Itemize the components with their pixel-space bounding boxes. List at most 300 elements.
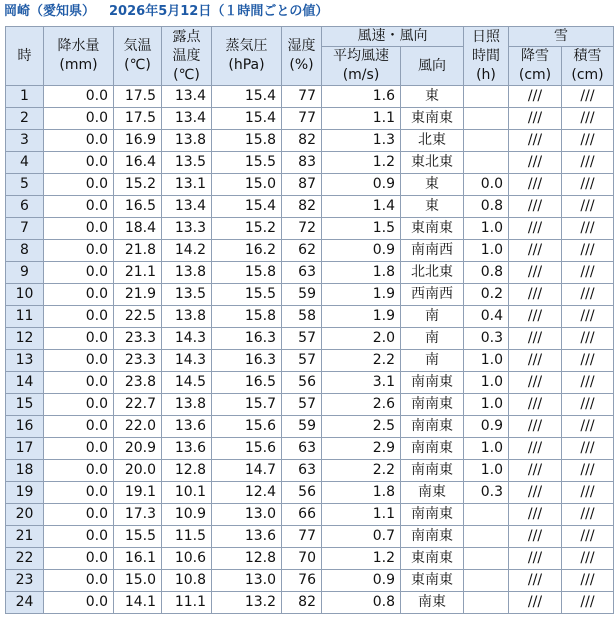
vapor-cell: 15.8 [212, 306, 282, 328]
precip-cell: 0.0 [44, 130, 114, 152]
temp-cell: 20.0 [114, 460, 162, 482]
temp-cell: 15.0 [114, 570, 162, 592]
humidity-cell: 76 [282, 570, 322, 592]
temp-cell: 17.5 [114, 108, 162, 130]
vapor-cell: 15.8 [212, 130, 282, 152]
wind-speed-cell: 0.8 [322, 592, 401, 614]
snowfall-cell: /// [509, 174, 562, 196]
dewpoint-cell: 10.9 [162, 504, 212, 526]
precip-cell: 0.0 [44, 416, 114, 438]
humidity-cell: 66 [282, 504, 322, 526]
location-name: 岡崎（愛知県） [4, 4, 96, 19]
hour-cell: 1 [6, 86, 44, 108]
precip-cell: 0.0 [44, 482, 114, 504]
vapor-cell: 15.5 [212, 152, 282, 174]
snow-depth-cell: /// [562, 86, 614, 108]
snowfall-cell: /// [509, 328, 562, 350]
precip-cell: 0.0 [44, 328, 114, 350]
snow-depth-cell: /// [562, 482, 614, 504]
temp-cell: 19.1 [114, 482, 162, 504]
snowfall-cell: /// [509, 592, 562, 614]
page-title [0, 0, 615, 24]
col-header-wind-direction: 風向 [401, 47, 464, 86]
wind-direction-cell: 南南西 [401, 240, 464, 262]
table-row [6, 548, 614, 570]
dewpoint-cell: 13.4 [162, 108, 212, 130]
precip-cell: 0.0 [44, 350, 114, 372]
header-line: 蒸気圧 [225, 38, 268, 54]
wind-direction-cell: 北東 [401, 130, 464, 152]
hour-cell: 6 [6, 196, 44, 218]
sunshine-cell [464, 86, 509, 108]
table-row [6, 416, 614, 438]
sunshine-cell: 1.0 [464, 218, 509, 240]
snow-depth-cell: /// [562, 372, 614, 394]
vapor-cell: 15.7 [212, 394, 282, 416]
wind-speed-cell: 2.2 [322, 350, 401, 372]
hour-cell: 19 [6, 482, 44, 504]
wind-direction-cell: 東 [401, 196, 464, 218]
dewpoint-cell: 11.1 [162, 592, 212, 614]
hour-cell: 16 [6, 416, 44, 438]
humidity-cell: 59 [282, 284, 322, 306]
table-row [6, 130, 614, 152]
snow-depth-cell: /// [562, 284, 614, 306]
dewpoint-cell: 14.3 [162, 350, 212, 372]
wind-direction-cell: 東南東 [401, 108, 464, 130]
dewpoint-cell: 13.8 [162, 394, 212, 416]
humidity-cell: 70 [282, 548, 322, 570]
wind-speed-cell: 0.9 [322, 174, 401, 196]
hour-cell: 10 [6, 284, 44, 306]
dewpoint-cell: 10.1 [162, 482, 212, 504]
wind-direction-cell: 南 [401, 306, 464, 328]
col-header-precip [44, 27, 114, 86]
humidity-cell: 58 [282, 306, 322, 328]
dewpoint-cell: 10.8 [162, 570, 212, 592]
humidity-cell: 77 [282, 108, 322, 130]
vapor-cell: 13.2 [212, 592, 282, 614]
snow-depth-cell: /// [562, 218, 614, 240]
hour-cell: 11 [6, 306, 44, 328]
table-row [6, 174, 614, 196]
hour-cell: 13 [6, 350, 44, 372]
table-row [6, 86, 614, 108]
vapor-cell: 15.4 [212, 108, 282, 130]
vapor-cell: 15.2 [212, 218, 282, 240]
date-caption: 2026年5月12日（１時間ごとの値） [109, 4, 329, 19]
table-row [6, 482, 614, 504]
wind-direction-cell: 東南東 [401, 570, 464, 592]
vapor-cell: 16.2 [212, 240, 282, 262]
wind-direction-cell: 南南東 [401, 416, 464, 438]
header-line: (m/s) [342, 67, 380, 83]
header-line: (%) [289, 57, 314, 73]
snowfall-cell: /// [509, 526, 562, 548]
hour-cell: 3 [6, 130, 44, 152]
wind-direction-cell: 西南西 [401, 284, 464, 306]
wind-direction-cell: 南南東 [401, 504, 464, 526]
hour-cell: 15 [6, 394, 44, 416]
precip-cell: 0.0 [44, 460, 114, 482]
temp-cell: 21.1 [114, 262, 162, 284]
temp-cell: 14.1 [114, 592, 162, 614]
col-header-dewpoint [162, 27, 212, 86]
humidity-cell: 87 [282, 174, 322, 196]
table-row [6, 526, 614, 548]
snowfall-cell: /// [509, 482, 562, 504]
wind-speed-cell: 0.9 [322, 240, 401, 262]
temp-cell: 15.5 [114, 526, 162, 548]
table-row [6, 152, 614, 174]
precip-cell: 0.0 [44, 240, 114, 262]
precip-cell: 0.0 [44, 438, 114, 460]
sunshine-cell: 0.0 [464, 174, 509, 196]
wind-direction-cell: 東北東 [401, 152, 464, 174]
col-header-snow-group: 雪 [509, 27, 614, 47]
snow-depth-cell: /// [562, 350, 614, 372]
header-line: 平均風速 [333, 48, 389, 64]
header-line: (℃) [124, 57, 151, 73]
humidity-cell: 63 [282, 438, 322, 460]
snowfall-cell: /// [509, 438, 562, 460]
temp-cell: 20.9 [114, 438, 162, 460]
wind-speed-cell: 1.1 [322, 504, 401, 526]
vapor-cell: 12.4 [212, 482, 282, 504]
snowfall-cell: /// [509, 284, 562, 306]
snowfall-cell: /// [509, 548, 562, 570]
col-header-wind-group: 風速・風向 [322, 27, 464, 47]
snow-depth-cell: /// [562, 394, 614, 416]
dewpoint-cell: 11.5 [162, 526, 212, 548]
temp-cell: 15.2 [114, 174, 162, 196]
temp-cell: 23.3 [114, 350, 162, 372]
precip-cell: 0.0 [44, 152, 114, 174]
temp-cell: 16.5 [114, 196, 162, 218]
precip-cell: 0.0 [44, 284, 114, 306]
hour-cell: 23 [6, 570, 44, 592]
precip-cell: 0.0 [44, 174, 114, 196]
header-row-1 [6, 27, 614, 47]
table-row [6, 240, 614, 262]
snowfall-cell: /// [509, 240, 562, 262]
vapor-cell: 14.7 [212, 460, 282, 482]
wind-direction-cell: 東 [401, 86, 464, 108]
table-row [6, 284, 614, 306]
snowfall-cell: /// [509, 350, 562, 372]
dewpoint-cell: 13.4 [162, 196, 212, 218]
hour-cell: 7 [6, 218, 44, 240]
header-line: (h) [476, 66, 496, 83]
snowfall-cell: /// [509, 262, 562, 284]
snow-depth-cell: /// [562, 570, 614, 592]
hour-cell: 14 [6, 372, 44, 394]
sunshine-cell: 1.0 [464, 460, 509, 482]
snow-depth-cell: /// [562, 262, 614, 284]
dewpoint-cell: 13.5 [162, 152, 212, 174]
temp-cell: 21.9 [114, 284, 162, 306]
vapor-cell: 16.3 [212, 328, 282, 350]
snow-depth-cell: /// [562, 438, 614, 460]
table-row [6, 218, 614, 240]
wind-speed-cell: 1.5 [322, 218, 401, 240]
precip-cell: 0.0 [44, 306, 114, 328]
snow-depth-cell: /// [562, 152, 614, 174]
wind-direction-cell: 南南東 [401, 394, 464, 416]
dewpoint-cell: 14.2 [162, 240, 212, 262]
table-row [6, 570, 614, 592]
snowfall-cell: /// [509, 306, 562, 328]
humidity-cell: 63 [282, 460, 322, 482]
sunshine-cell: 0.9 [464, 416, 509, 438]
temp-cell: 16.9 [114, 130, 162, 152]
temp-cell: 22.5 [114, 306, 162, 328]
wind-speed-cell: 3.1 [322, 372, 401, 394]
wind-speed-cell: 1.9 [322, 306, 401, 328]
snowfall-cell: /// [509, 416, 562, 438]
table-row [6, 460, 614, 482]
table-body [6, 86, 614, 614]
hour-cell: 12 [6, 328, 44, 350]
sunshine-cell: 0.2 [464, 284, 509, 306]
snow-depth-cell: /// [562, 548, 614, 570]
precip-cell: 0.0 [44, 218, 114, 240]
table-row [6, 394, 614, 416]
header-line: (℃) [173, 66, 200, 83]
temp-cell: 23.3 [114, 328, 162, 350]
hour-cell: 8 [6, 240, 44, 262]
dewpoint-cell: 14.5 [162, 372, 212, 394]
dewpoint-cell: 13.1 [162, 174, 212, 196]
wind-speed-cell: 1.8 [322, 482, 401, 504]
col-header-sunshine [464, 27, 509, 86]
table-row [6, 350, 614, 372]
snowfall-cell: /// [509, 394, 562, 416]
hour-cell: 22 [6, 548, 44, 570]
dewpoint-cell: 13.3 [162, 218, 212, 240]
temp-cell: 17.5 [114, 86, 162, 108]
col-header-snowfall [509, 47, 562, 86]
precip-cell: 0.0 [44, 504, 114, 526]
wind-speed-cell: 1.9 [322, 284, 401, 306]
humidity-cell: 82 [282, 592, 322, 614]
precip-cell: 0.0 [44, 372, 114, 394]
table-row [6, 438, 614, 460]
snow-depth-cell: /// [562, 306, 614, 328]
vapor-cell: 12.8 [212, 548, 282, 570]
snowfall-cell: /// [509, 218, 562, 240]
vapor-cell: 13.0 [212, 504, 282, 526]
wind-direction-cell: 東南東 [401, 218, 464, 240]
dewpoint-cell: 13.8 [162, 306, 212, 328]
snow-depth-cell: /// [562, 328, 614, 350]
sunshine-cell: 1.0 [464, 350, 509, 372]
header-line: 露点 [172, 28, 201, 45]
snowfall-cell: /// [509, 196, 562, 218]
sunshine-cell [464, 504, 509, 526]
humidity-cell: 56 [282, 482, 322, 504]
temp-cell: 16.1 [114, 548, 162, 570]
wind-speed-cell: 1.2 [322, 152, 401, 174]
dewpoint-cell: 12.8 [162, 460, 212, 482]
hourly-weather-table [5, 26, 614, 614]
hour-cell: 21 [6, 526, 44, 548]
sunshine-cell [464, 570, 509, 592]
sunshine-cell: 0.8 [464, 196, 509, 218]
col-header-temp [114, 27, 162, 86]
vapor-cell: 15.4 [212, 86, 282, 108]
wind-speed-cell: 2.2 [322, 460, 401, 482]
header-line: 降雪 [521, 48, 549, 64]
precip-cell: 0.0 [44, 262, 114, 284]
humidity-cell: 57 [282, 394, 322, 416]
snow-depth-cell: /// [562, 416, 614, 438]
sunshine-cell: 1.0 [464, 394, 509, 416]
wind-speed-cell: 2.9 [322, 438, 401, 460]
temp-cell: 21.8 [114, 240, 162, 262]
hour-cell: 2 [6, 108, 44, 130]
col-header-wind-speed [322, 47, 401, 86]
header-line: 積雪 [573, 48, 602, 64]
snowfall-cell: /// [509, 152, 562, 174]
table-row [6, 108, 614, 130]
temp-cell: 23.8 [114, 372, 162, 394]
wind-speed-cell: 1.2 [322, 548, 401, 570]
col-header-snow-depth [562, 47, 614, 86]
table-row [6, 262, 614, 284]
col-header-humidity [282, 27, 322, 86]
hour-cell: 4 [6, 152, 44, 174]
wind-speed-cell: 1.1 [322, 108, 401, 130]
col-header-vapor [212, 27, 282, 86]
dewpoint-cell: 13.8 [162, 130, 212, 152]
wind-speed-cell: 1.8 [322, 262, 401, 284]
precip-cell: 0.0 [44, 394, 114, 416]
precip-cell: 0.0 [44, 526, 114, 548]
wind-direction-cell: 南南東 [401, 372, 464, 394]
header-line: 日照 [472, 28, 500, 45]
dewpoint-cell: 10.6 [162, 548, 212, 570]
sunshine-cell [464, 592, 509, 614]
header-line: 温度 [172, 47, 201, 64]
snow-depth-cell: /// [562, 460, 614, 482]
wind-speed-cell: 1.3 [322, 130, 401, 152]
sunshine-cell: 1.0 [464, 372, 509, 394]
dewpoint-cell: 14.3 [162, 328, 212, 350]
wind-speed-cell: 1.6 [322, 86, 401, 108]
header-line: (cm) [571, 67, 604, 83]
sunshine-cell: 1.0 [464, 438, 509, 460]
humidity-cell: 82 [282, 130, 322, 152]
humidity-cell: 83 [282, 152, 322, 174]
humidity-cell: 82 [282, 196, 322, 218]
temp-cell: 22.7 [114, 394, 162, 416]
wind-speed-cell: 0.7 [322, 526, 401, 548]
vapor-cell: 16.5 [212, 372, 282, 394]
snowfall-cell: /// [509, 504, 562, 526]
hour-cell: 18 [6, 460, 44, 482]
wind-speed-cell: 1.4 [322, 196, 401, 218]
dewpoint-cell: 13.5 [162, 284, 212, 306]
table-row [6, 306, 614, 328]
precip-cell: 0.0 [44, 196, 114, 218]
sunshine-cell [464, 108, 509, 130]
vapor-cell: 15.5 [212, 284, 282, 306]
snow-depth-cell: /// [562, 526, 614, 548]
sunshine-cell: 0.8 [464, 262, 509, 284]
wind-speed-cell: 2.5 [322, 416, 401, 438]
snowfall-cell: /// [509, 460, 562, 482]
header-line: (cm) [518, 67, 552, 83]
humidity-cell: 62 [282, 240, 322, 262]
hour-cell: 5 [6, 174, 44, 196]
snow-depth-cell: /// [562, 108, 614, 130]
wind-direction-cell: 南南東 [401, 460, 464, 482]
humidity-cell: 59 [282, 416, 322, 438]
header-line: 湿度 [287, 38, 316, 54]
snow-depth-cell: /// [562, 504, 614, 526]
vapor-cell: 16.3 [212, 350, 282, 372]
wind-direction-cell: 東南東 [401, 548, 464, 570]
snowfall-cell: /// [509, 130, 562, 152]
table-row [6, 196, 614, 218]
sunshine-cell: 1.0 [464, 240, 509, 262]
wind-direction-cell: 南 [401, 328, 464, 350]
temp-cell: 17.3 [114, 504, 162, 526]
snow-depth-cell: /// [562, 174, 614, 196]
sunshine-cell [464, 130, 509, 152]
vapor-cell: 15.0 [212, 174, 282, 196]
vapor-cell: 15.6 [212, 438, 282, 460]
humidity-cell: 57 [282, 328, 322, 350]
precip-cell: 0.0 [44, 108, 114, 130]
precip-cell: 0.0 [44, 86, 114, 108]
humidity-cell: 77 [282, 86, 322, 108]
humidity-cell: 56 [282, 372, 322, 394]
wind-direction-cell: 北北東 [401, 262, 464, 284]
snowfall-cell: /// [509, 86, 562, 108]
wind-direction-cell: 南東 [401, 592, 464, 614]
table-row [6, 372, 614, 394]
snowfall-cell: /// [509, 372, 562, 394]
header-line: 時間 [472, 47, 500, 64]
hour-cell: 24 [6, 592, 44, 614]
temp-cell: 22.0 [114, 416, 162, 438]
humidity-cell: 63 [282, 262, 322, 284]
table-row [6, 504, 614, 526]
dewpoint-cell: 13.6 [162, 416, 212, 438]
wind-speed-cell: 2.6 [322, 394, 401, 416]
sunshine-cell: 0.4 [464, 306, 509, 328]
wind-direction-cell: 南南東 [401, 438, 464, 460]
wind-direction-cell: 南南東 [401, 526, 464, 548]
vapor-cell: 15.6 [212, 416, 282, 438]
temp-cell: 18.4 [114, 218, 162, 240]
precip-cell: 0.0 [44, 592, 114, 614]
snow-depth-cell: /// [562, 196, 614, 218]
snowfall-cell: /// [509, 570, 562, 592]
snow-depth-cell: /// [562, 592, 614, 614]
humidity-cell: 72 [282, 218, 322, 240]
snow-depth-cell: /// [562, 130, 614, 152]
col-header-hour: 時 [6, 27, 44, 86]
hour-cell: 17 [6, 438, 44, 460]
vapor-cell: 15.8 [212, 262, 282, 284]
header-line: (hPa) [228, 57, 265, 73]
temp-cell: 16.4 [114, 152, 162, 174]
dewpoint-cell: 13.8 [162, 262, 212, 284]
humidity-cell: 57 [282, 350, 322, 372]
